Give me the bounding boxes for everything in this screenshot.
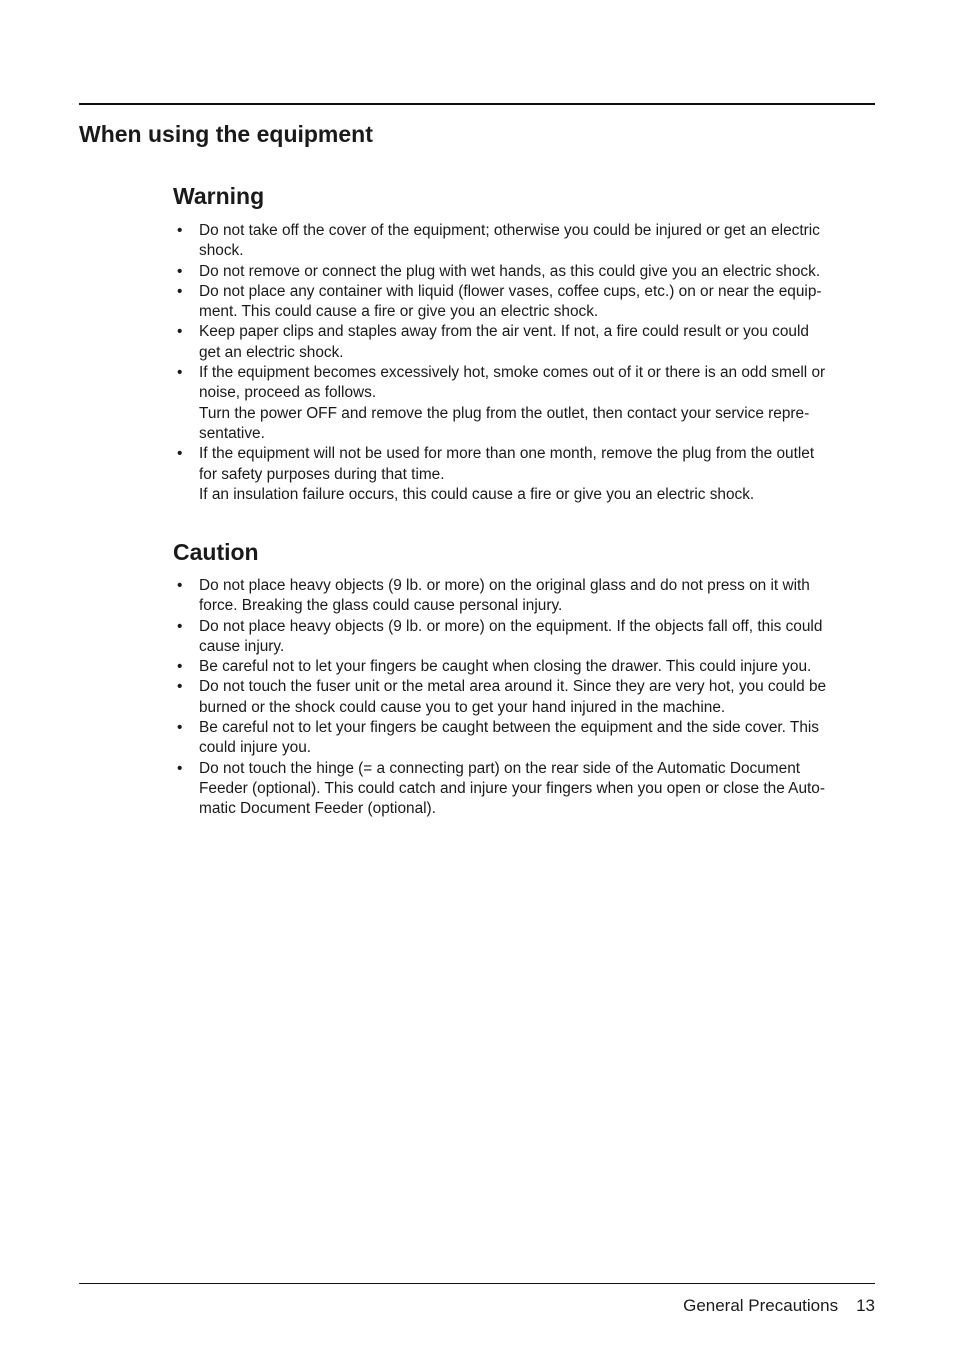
list-item <box>176 617 876 658</box>
list-item <box>176 363 876 444</box>
list-item-text: Do not place heavy objects (9 lb. or more) on the original glass and do not press on it with <box>199 577 810 594</box>
bullet-icon: • <box>177 759 183 777</box>
list-item <box>176 677 876 718</box>
list-item-text: Feeder (optional). This could catch and injure your fingers when you open or close the Auto- <box>199 779 825 797</box>
list-item <box>176 718 876 759</box>
list-item <box>176 444 876 505</box>
bullet-icon: • <box>177 617 183 635</box>
bullet-icon: • <box>177 445 183 463</box>
page-number: 13 <box>856 1296 875 1315</box>
list-item-text: force. Breaking the glass could cause personal injury. <box>199 597 563 615</box>
list-item-text: Do not touch the fuser unit or the metal area around it. Since they are very hot, you could be <box>199 678 827 696</box>
caution-heading: Caution <box>173 539 259 565</box>
list-item-text: matic Document Feeder (optional). <box>199 800 436 818</box>
list-item-text: Be careful not to let your fingers be caught between the equipment and the side cover. This <box>199 719 820 737</box>
list-item-text: Do not remove or connect the plug with wet hands, as this could give you an electric shock. <box>199 262 821 280</box>
caution-list <box>176 576 876 820</box>
list-item-text: If an insulation failure occurs, this could cause a fire or give you an electric shock. <box>199 485 755 503</box>
bullet-icon: • <box>177 222 183 239</box>
warning-heading: Warning <box>173 183 265 209</box>
list-item <box>176 282 876 323</box>
bullet-icon: • <box>177 323 183 341</box>
list-item-text: If the equipment becomes excessively hot, smoke comes out of it or there is an odd smell or <box>199 364 826 382</box>
bullet-icon: • <box>177 719 183 737</box>
section-title: When using the equipment <box>79 121 373 147</box>
list-item-text: Do not take off the cover of the equipment; otherwise you could be injured or get an electric <box>199 222 820 239</box>
list-item-text: burned or the shock could cause you to get your hand injured in the machine. <box>199 698 726 716</box>
list-item <box>176 576 876 617</box>
list-item <box>176 657 876 677</box>
list-item-text: shock. <box>199 242 244 260</box>
list-item-text: Turn the power OFF and remove the plug from the outlet, then contact your service repre- <box>199 404 810 422</box>
list-item-text: sentative. <box>199 424 265 442</box>
list-item <box>176 759 876 820</box>
bullet-icon: • <box>177 364 183 382</box>
list-item <box>176 322 876 363</box>
footer-section-title: General Precautions <box>683 1296 839 1315</box>
top-rule <box>79 103 875 105</box>
list-item-text: noise, proceed as follows. <box>199 384 377 402</box>
list-item-text: Do not place heavy objects (9 lb. or more) on the equipment. If the objects fall off, this could <box>199 617 823 635</box>
list-item-text: Be careful not to let your fingers be caught when closing the drawer. This could injure you. <box>199 658 812 676</box>
bullet-icon: • <box>177 262 183 280</box>
list-item-text: Do not place any container with liquid (flower vases, coffee cups, etc.) on or near the equip- <box>199 282 822 300</box>
bottom-rule <box>79 1283 875 1284</box>
list-item-text: get an electric shock. <box>199 343 344 361</box>
warning-list <box>176 221 876 505</box>
bullet-icon: • <box>177 678 183 696</box>
list-item <box>176 221 876 262</box>
list-item-text: Do not touch the hinge (= a connecting part) on the rear side of the Automatic Document <box>199 759 801 777</box>
page-footer <box>683 1295 875 1317</box>
list-item <box>176 262 876 282</box>
list-item-text: for safety purposes during that time. <box>199 465 445 483</box>
bullet-icon: • <box>177 658 183 676</box>
list-item-text: Keep paper clips and staples away from the air vent. If not, a fire could result or you could <box>199 323 809 341</box>
bullet-icon: • <box>177 577 183 594</box>
list-item-text: could injure you. <box>199 739 312 757</box>
list-item-text: ment. This could cause a fire or give you an electric shock. <box>199 303 599 321</box>
list-item-text: cause injury. <box>199 637 285 655</box>
list-item-text: If the equipment will not be used for more than one month, remove the plug from the outlet <box>199 445 815 463</box>
bullet-icon: • <box>177 282 183 300</box>
